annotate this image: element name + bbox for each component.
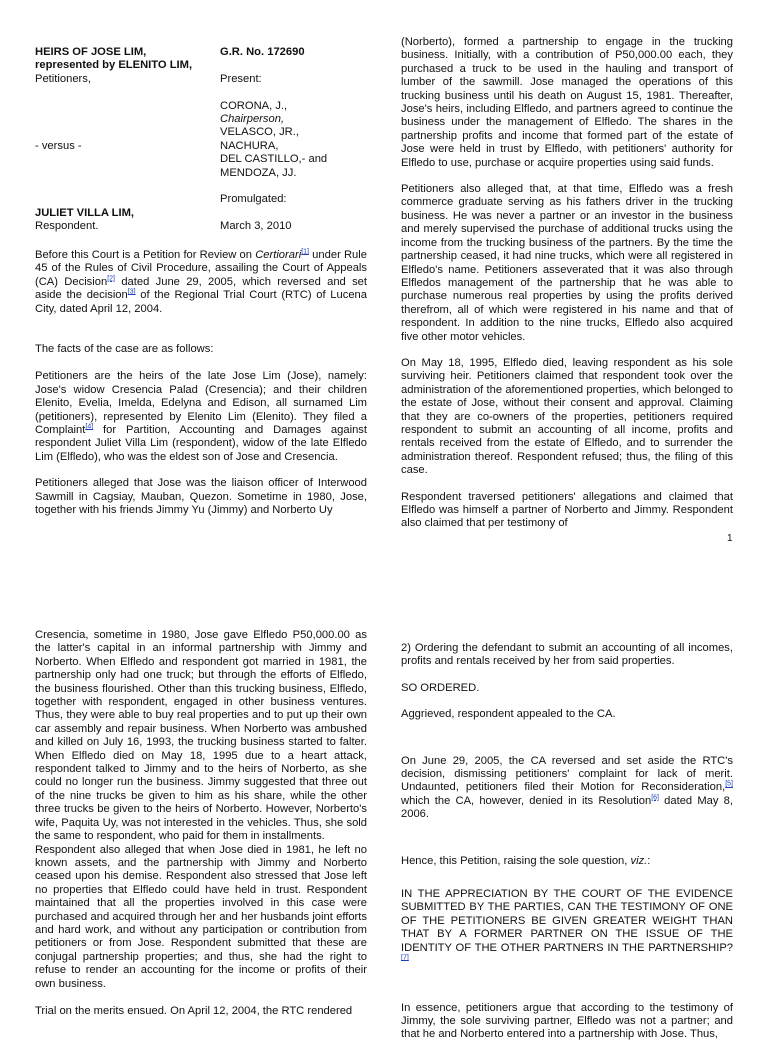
page1-left-column xyxy=(35,249,367,518)
petitioners-label: Petitioners, xyxy=(35,72,91,85)
versus-label: - versus - xyxy=(35,139,82,152)
page-number: 1 xyxy=(727,533,733,544)
death-paragraph: On May 18, 1995, Elfledo died, leaving respondent as his sole surviving heir. Petitioners claimed that respondent took over the administration of the aforementioned properties, which belonged to the estate of Jose, without their consent and approval. Claiming that they are co-owners of the properties, petitioners required respondent to submit an accounting of all income, profits and rentals received from the estate of Elfledo, and to surrender the administration thereof. Respondent refused; thus, the filing of this case. xyxy=(401,356,733,477)
footnote-link-7[interactable]: [7] xyxy=(401,954,409,962)
petitioners-paragraph: Petitioners are the heirs of the late Jose Lim (Jose), namely: Jose's widow Cresencia Palad (Cresencia); and their children Elenito, Evelia, Imelda, Edelyna and Edison, all surnamed Lim (petitioners), represented by Elenito Lim (Elenito). They filed a Complaint[4] for Partition, Accounting and Damages against respondent Juliet Villa Lim (respondent), widow of the late Elfledo Lim (Elfledo), who was the eldest son of Jose and Cresencia. xyxy=(35,370,367,463)
cresencia-paragraph: Cresencia, sometime in 1980, Jose gave Elfledo P50,000.00 as the latter's capital in an informal partnership with Jimmy and Norberto. When Elfledo and respondent got married in 1981, the partnership only had one truck; but through the efforts of Elfledo, the business flourished. Other than this trucking business, Elfledo, together with respondent, engaged in other business ventures. Thus, they were able to buy real properties and to put up their own car assembly and repair business. When Norberto was ambushed and killed on July 16, 1993, the trucking business started to falter. When Elfledo died on May 18, 1995 due to a heart attack, respondent talked to Jimmy and to the heirs of Norberto, as she could no longer run the business. Jimmy suggested that three out of the nine trucks be given to him as his share, while the other three trucks be given to the heirs of Norberto. However, Norberto's wife, Paquita Uy, was not interested in the vehicles. Thus, she sold the same to respondent, who paid for them in installments. xyxy=(35,629,367,843)
footnote-link-5[interactable]: [5] xyxy=(725,780,733,788)
caption-parties xyxy=(35,46,215,233)
page2-right-column xyxy=(401,642,733,1042)
elfledo-paragraph: Petitioners also alleged that, at that time, Elfledo was a fresh commerce graduate serving as his fathers driver in the trucking business. He was never a partner or an investor in the business and merely supervised the purchase of additional trucks using the income from the trucking business of the partners. By the time the partnership ceased, it had nine trucks, which were all registered in Elfledo's name. Petitioners asseverated that it was also through Elfledos management of the partnership that he was able to purchase numerous real properties by using the profits derived therefrom, all of which were registered in his name and that of respondent. In addition to the nine trucks, Elfledo also acquired five other motor vehicles. xyxy=(401,183,733,343)
gr-number: G.R. No. 172690 xyxy=(220,46,305,58)
justice-del-castillo: DEL CASTILLO,- and xyxy=(220,153,328,166)
petitioners-name: HEIRS OF JOSE LIM, xyxy=(35,46,147,58)
page1-right-column xyxy=(401,36,733,531)
respondent-name: JULIET VILLA LIM, xyxy=(35,206,135,219)
chairperson-label: Chairperson, xyxy=(220,112,285,125)
footnote-link-3[interactable]: [3] xyxy=(127,288,136,296)
essence-paragraph: In essence, petitioners argue that according to the testimony of Jimmy, the sole surviving partner, Elfledo was not a partner; and that he and Norberto entered into a partnership with Jose. Thus, xyxy=(401,1001,733,1041)
present-label: Present: xyxy=(220,72,262,85)
promulgated-label: Promulgated: xyxy=(220,193,287,206)
facts-heading: The facts of the case are as follows: xyxy=(35,343,214,356)
trial-paragraph: Trial on the merits ensued. On April 12, 2004, the RTC rendered xyxy=(35,1004,353,1017)
justice-nachura: NACHURA, xyxy=(220,139,279,152)
page-gap xyxy=(0,560,768,620)
issue-question: IN THE APPRECIATION BY THE COURT OF THE EVIDENCE SUBMITTED BY THE PARTIES, CAN THE TESTIMONY OF ONE OF THE PETITIONERS BE GIVEN GREATER WEIGHT THAN THAT BY A FORMER PARTNER ON THE ISSUE OF THE IDENTITY OF THE OTHER PARTNERS IN THE PARTNERSHIP?[7] xyxy=(401,888,733,962)
so-ordered: SO ORDERED. xyxy=(401,681,480,694)
justice-mendoza: MENDOZA, JJ. xyxy=(220,166,297,179)
respondent-label: Respondent. xyxy=(35,220,99,233)
allegation-paragraph: Petitioners alleged that Jose was the liaison officer of Interwood Sawmill in Cagsiay, Mauban, Quezon. Sometime in 1980, Jose, together with his friends Jimmy Yu (Jimmy) and Norberto Uy xyxy=(35,477,367,517)
page2-left-column xyxy=(35,629,367,1018)
respondent-allegation-paragraph: Respondent also alleged that when Jose died in 1981, he left no known assets, and the partnership with Jimmy and Norberto ceased upon his demise. Respondent also stressed that Jose left no properties that Elfledo could have held in trust. Respondent maintained that all the properties involved in this case were purchased and acquired through her and her husbands joint efforts and hard work, and without any participation or contribution from petitioners or from Jose. Respondent submitted that these are conjugal partnership properties; and thus, she had the right to refuse to render an accounting for the income or profits of their own business. xyxy=(35,843,367,990)
dispositive-item-2: 2) Ordering the defendant to submit an accounting of all incomes, profits and rentals received by her from said properties. xyxy=(401,642,733,668)
question-intro: Hence, this Petition, raising the sole question, viz.: xyxy=(401,854,651,867)
footnote-link-2[interactable]: [2] xyxy=(107,275,116,283)
respondent-paragraph: Respondent traversed petitioners' allegations and claimed that Elfledo was himself a partner of Norberto and Jimmy. Respondent also claimed that per testimony of xyxy=(401,490,733,530)
justice-corona: CORONA, J., xyxy=(220,99,288,112)
justice-velasco: VELASCO, JR., xyxy=(220,126,299,139)
petitioners-representative: represented by ELENITO LIM, xyxy=(35,59,193,72)
partnership-paragraph: (Norberto), formed a partnership to engage in the trucking business. Initially, with a contribution of P50,000.00 each, they purchased a truck to be used in the hauling and transport of lumber of the sawmill. Jose managed the operations of this trucking business until his death on August 15, 1981. Thereafter, Jose's heirs, including Elfledo, and partners agreed to continue the business under the management of Elfledo. The shares in the partnership profits and income that formed part of the estate of Jose were held in trust by Elfledo, with petitioners' authority for Elfledo to use, purchase or acquire properties using said funds. xyxy=(401,36,733,169)
footnote-link-4[interactable]: [4] xyxy=(85,423,94,431)
caption-court xyxy=(220,46,380,233)
appeal-paragraph: Aggrieved, respondent appealed to the CA. xyxy=(401,708,616,721)
intro-paragraph: Before this Court is a Petition for Review on Certiorari[1] under Rule 45 of the Rules of Civil Procedure, assailing the Court of Appeals (CA) Decision[2] dated June 29, 2005, which reversed and set aside the decision[3] of the Regional Trial Court (RTC) of Lucena City, dated April 12, 2004. xyxy=(35,248,368,315)
document-page-2 xyxy=(0,620,768,1041)
promulgation-date: March 3, 2010 xyxy=(220,220,292,233)
footnote-link-6[interactable]: [6] xyxy=(651,794,659,802)
footnote-link-1[interactable]: [1] xyxy=(301,248,309,256)
ca-reversal-paragraph: On June 29, 2005, the CA reversed and set aside the RTC's decision, dismissing petitioners' complaint for lack of merit. Undaunted, petitioners filed their Motion for Reconsideration,[5] which the CA, however, denied in its Resolution[6] dated May 8, 2006. xyxy=(401,754,733,821)
